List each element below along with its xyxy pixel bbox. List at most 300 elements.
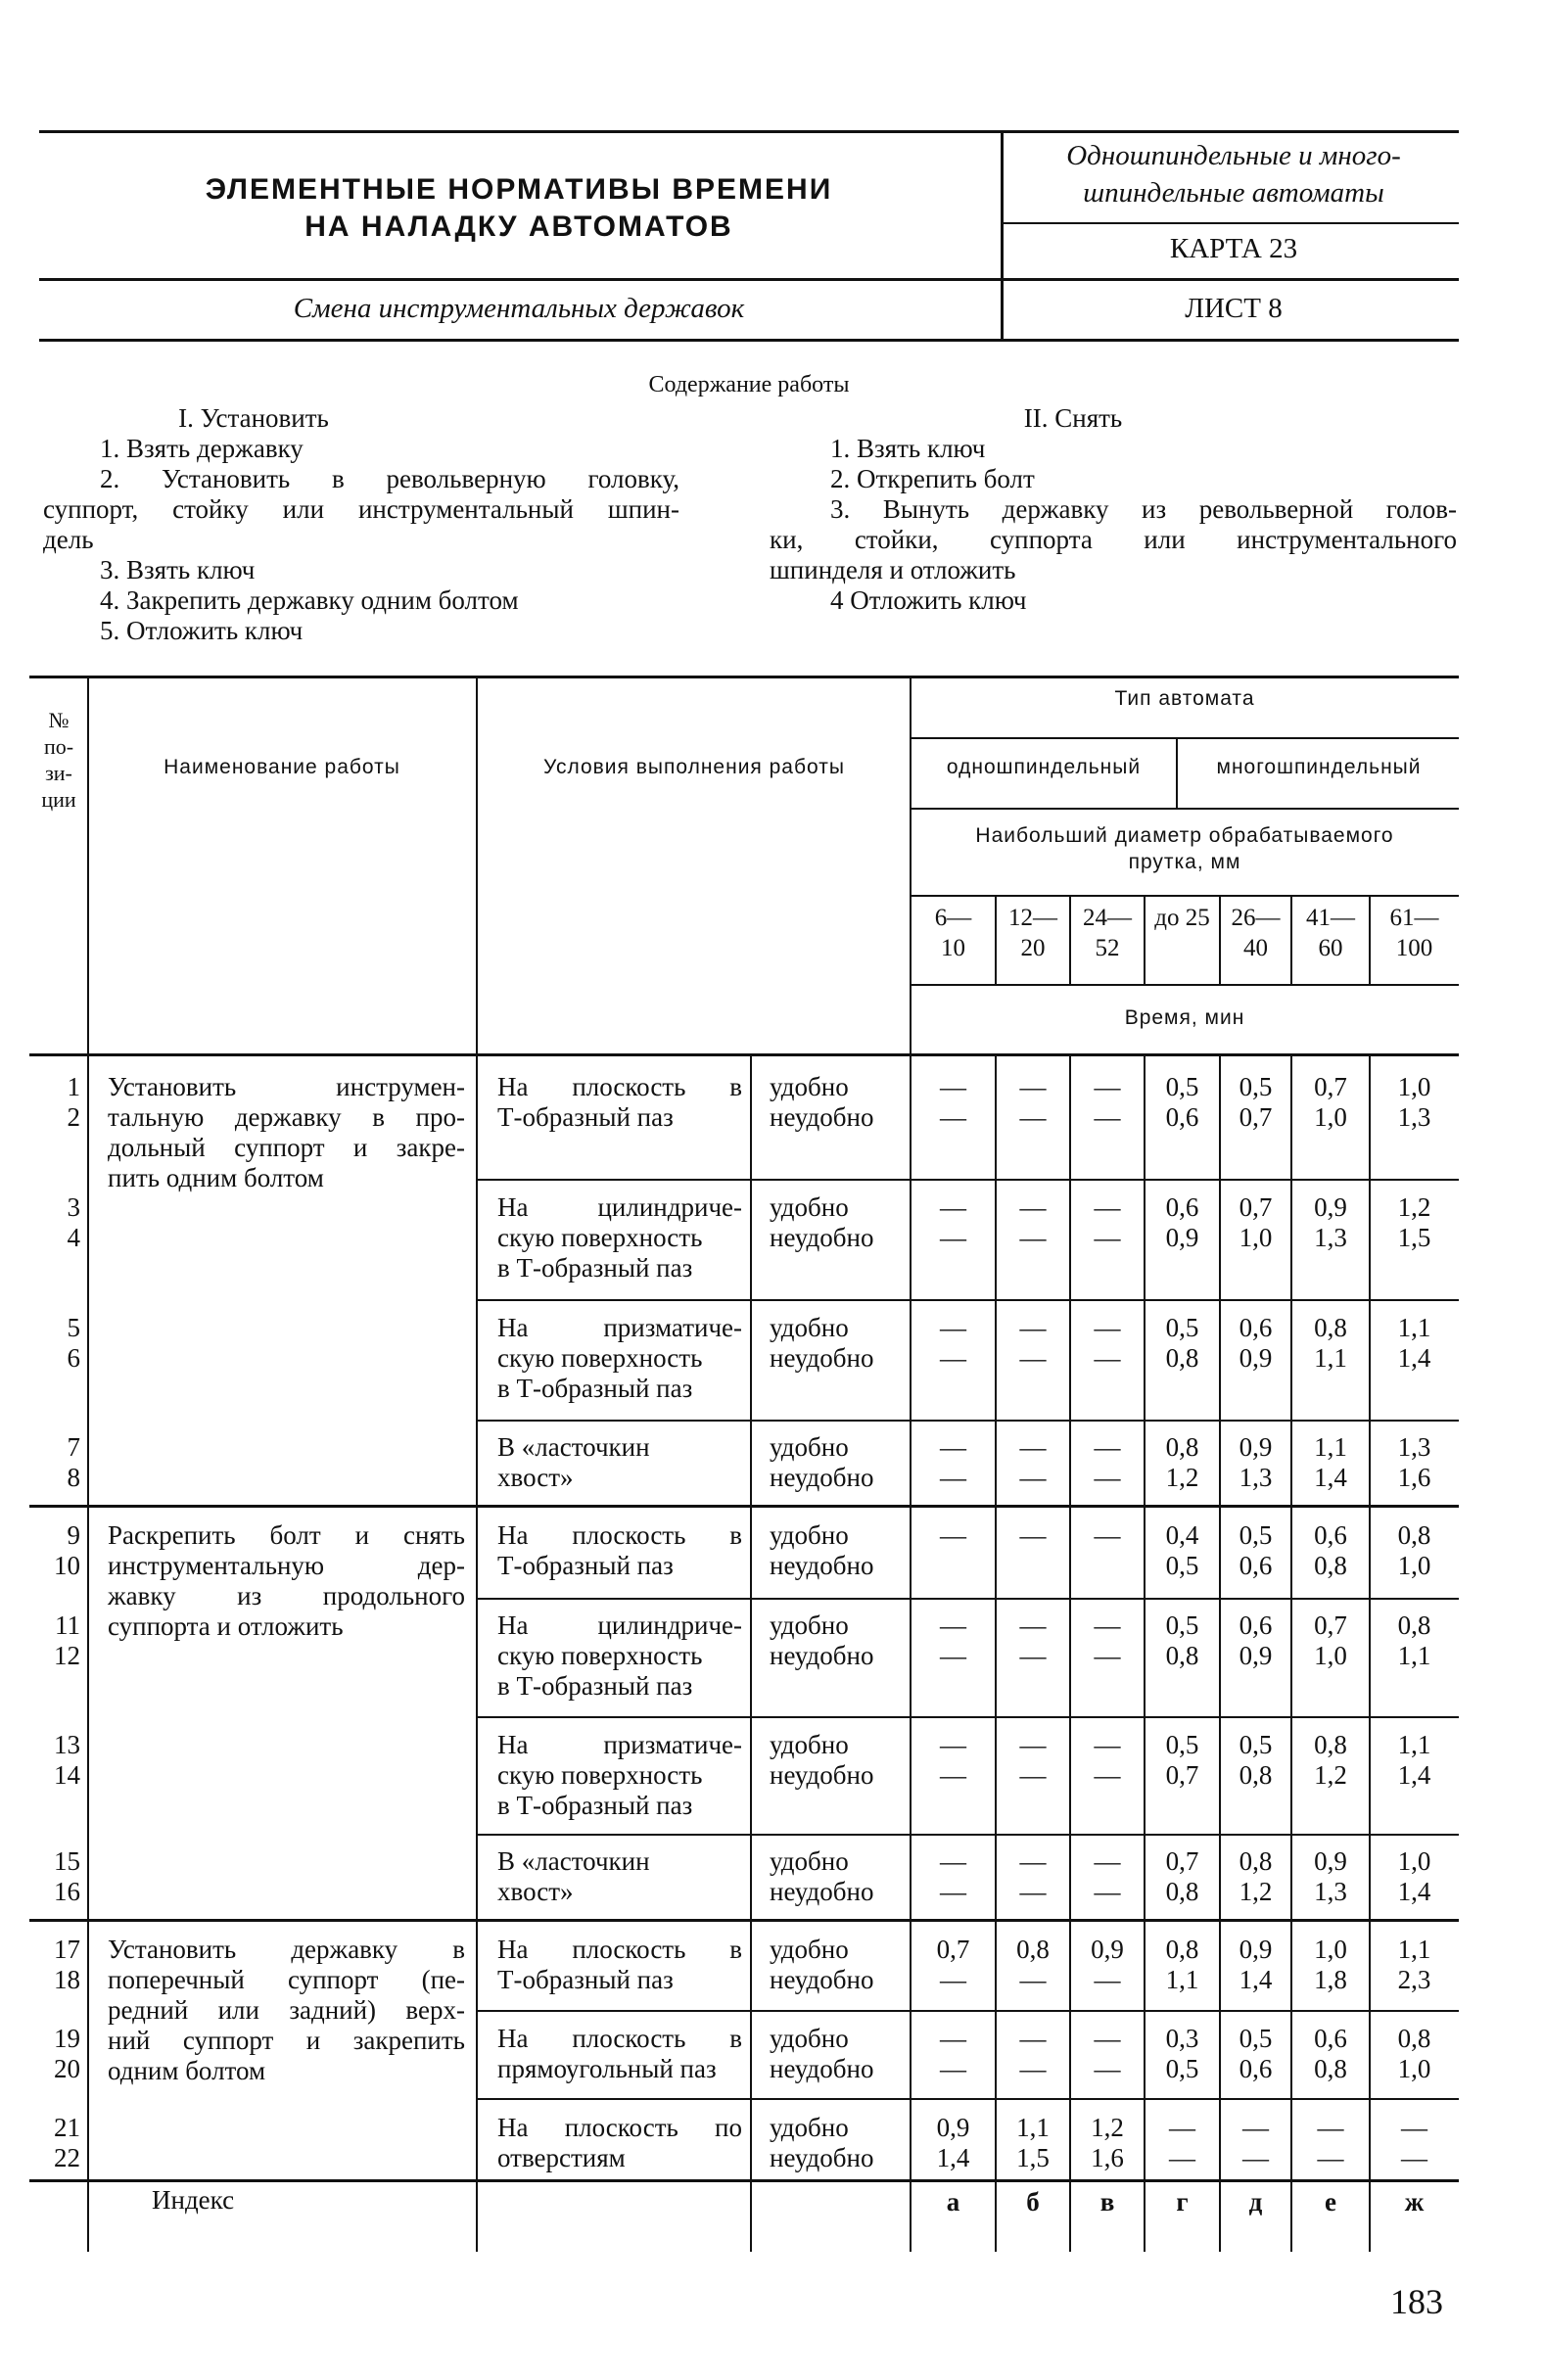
time-value-convenient: 0,8 [1397,1520,1431,1550]
install-step-5: 5. Отложить ключ [100,616,304,645]
position-numbers [29,1192,80,1253]
time-value-convenient: 1,0 [1314,1935,1347,1964]
install-step-2: 2. Установить в револьверную головку, [100,464,679,493]
time-value [911,2024,996,2084]
time-value-inconvenient: — [1019,1641,1047,1670]
time-value-convenient: 0,8 [1165,1935,1199,1964]
rule-diam-under [911,895,1459,897]
time-value-inconvenient: 1,2 [1165,1463,1199,1492]
work-line: Установить инструмен- [108,1072,465,1101]
time-value-inconvenient: 0,8 [1314,2054,1347,2083]
time-value [1070,1072,1145,1133]
condition-line: На плоскость в [497,1520,742,1550]
time-value [996,2024,1070,2084]
time-value-convenient: 0,4 [1165,1520,1199,1550]
time-value-convenient: — [1169,2113,1195,2142]
condition-mode [770,1313,907,1374]
condition-line: На плоскость в [497,2024,742,2053]
work-line: инструментальную дер- [108,1551,465,1580]
install-section [43,403,679,646]
machine-type-header: Тип автомата [1114,687,1255,710]
condition-surface [497,1520,742,1581]
time-value [996,1520,1070,1581]
range-line: 26— [1231,905,1281,931]
time-value-convenient: 1,1 [1397,1313,1431,1342]
mode-convenient: удобно [770,1520,849,1550]
condition-mode [770,2113,907,2173]
time-value-inconvenient: 0,9 [1165,1223,1199,1252]
time-value [911,1313,996,1374]
mode-convenient: удобно [770,1730,849,1759]
diameter-range [911,903,996,963]
time-value [1145,1846,1220,1907]
position-number: 22 [54,2143,80,2172]
position-numbers [29,2024,80,2084]
time-value-inconvenient: — [1094,1965,1121,1994]
remove-heading: II. Снять [1023,403,1123,433]
time-value [1291,2113,1370,2173]
position-number: 14 [54,1760,80,1790]
range-line: 12— [1008,905,1057,931]
time-value [1220,1846,1291,1907]
mode-convenient: удобно [770,2024,849,2053]
condition-line: В «ласточкин [497,1846,650,1876]
time-value-inconvenient: — [1401,2143,1427,2172]
diameter-range [1370,903,1459,963]
time-value-inconvenient: — [1019,1965,1047,1994]
remove-step-2: 2. Открепить болт [830,464,1035,493]
time-value-inconvenient: — [940,1877,966,1906]
time-value-convenient: — [1242,2113,1269,2142]
time-value [1070,1730,1145,1791]
rule-g3-2 [477,2010,1459,2012]
time-value-convenient: 0,9 [1091,1935,1124,1964]
time-value [1291,1072,1370,1133]
time-value-convenient: 0,5 [1165,1730,1199,1759]
mode-inconvenient: неудобно [770,2054,874,2083]
work-install-longitudinal [108,1072,465,1193]
time-value [1370,1192,1459,1253]
rule-g1-4 [477,1420,1459,1422]
time-value [996,1846,1070,1907]
category-line-1: Одношпиндельные и много- [1066,140,1401,171]
col-work-right [476,676,478,2252]
time-value-convenient: 0,6 [1165,1192,1199,1222]
time-value-convenient: 0,9 [1314,1192,1347,1222]
work-line: суппорта и отложить [108,1611,344,1641]
time-value-convenient: 0,5 [1165,1313,1199,1342]
time-value-inconvenient: 1,4 [1239,1965,1273,1994]
condition-line: На призматиче- [497,1313,742,1342]
rule-g2-2 [477,1598,1459,1600]
time-value-convenient: 0,7 [1165,1846,1199,1876]
time-value-inconvenient: 0,8 [1314,1551,1347,1580]
time-value-convenient: — [1019,1520,1047,1550]
position-number: 7 [67,1432,80,1462]
index-letter: г [1176,2187,1189,2217]
time-value-inconvenient: 1,8 [1314,1965,1347,1994]
rule-ranges-under [911,984,1459,986]
time-value-inconvenient: 1,1 [1314,1343,1347,1373]
time-value [1291,1610,1370,1671]
time-value-inconvenient [996,1551,1070,1581]
time-value [911,1520,996,1581]
time-value-inconvenient: — [1094,1641,1121,1670]
time-value [1370,1313,1459,1374]
time-value [1070,1192,1145,1253]
mode-convenient: удобно [770,2113,849,2142]
time-value-inconvenient: — [1094,1223,1121,1252]
time-value-inconvenient: — [1019,1102,1047,1132]
multi-spindle-header: многошпиндельный [1216,756,1422,778]
condition-line: в Т-образный паз [497,1671,693,1701]
pos-header-line: зи- [45,761,72,785]
time-value [1291,1935,1370,1995]
condition-surface [497,1846,742,1907]
page-number: 183 [1390,2282,1443,2321]
time-value [911,1610,996,1671]
time-value-convenient: — [1401,2113,1427,2142]
work-line: жавку из продольного [108,1581,465,1610]
time-value-inconvenient: 0,8 [1239,1760,1273,1790]
condition-mode [770,1520,907,1581]
time-value-inconvenient: 2,3 [1397,1965,1431,1994]
time-value-inconvenient: 1,3 [1314,1223,1347,1252]
rule-g2-3 [477,1716,1459,1718]
rule-g2-4 [477,1834,1459,1836]
rule-g1-3 [477,1299,1459,1301]
time-value-convenient: 0,6 [1239,1313,1273,1342]
time-value-inconvenient: 1,0 [1397,2054,1431,2083]
condition-line: отверстиям [497,2143,626,2172]
time-value-convenient: — [940,1610,966,1640]
install-step-3: 3. Взять ключ [100,555,256,584]
time-value-inconvenient: 0,5 [1165,1551,1199,1580]
header-divider [1001,130,1004,340]
condition-mode [770,1192,907,1253]
condition-surface [497,1730,742,1821]
position-numbers [29,1846,80,1907]
condition-line: На плоскость в [497,1935,742,1964]
time-value-inconvenient: 1,4 [1397,1343,1431,1373]
time-value-convenient: 0,8 [1016,1935,1050,1964]
time-value-convenient: — [1094,1072,1121,1101]
time-value-convenient: 0,9 [1239,1935,1273,1964]
time-value-inconvenient: 1,0 [1314,1641,1347,1670]
content-title: Содержание работы [648,372,850,397]
time-value-inconvenient: — [1019,1463,1047,1492]
time-value-convenient: — [1317,2113,1344,2142]
time-value [1070,1520,1145,1581]
condition-surface [497,2113,742,2173]
remove-step-3-cont: ки, стойки, суппорта или инструментального [770,525,1457,554]
time-value-inconvenient: — [1019,1760,1047,1790]
time-value-convenient: 0,5 [1165,1610,1199,1640]
time-value-convenient: 0,9 [1314,1846,1347,1876]
work-line: Раскрепить болт и снять [108,1520,465,1550]
range-line: 60 [1318,935,1343,961]
time-value [1070,1313,1145,1374]
time-value-convenient: 1,0 [1397,1072,1431,1101]
condition-line: скую поверхность [497,1223,703,1252]
time-value-inconvenient: 0,7 [1165,1760,1199,1790]
time-value [911,1846,996,1907]
mode-convenient: удобно [770,1313,849,1342]
time-value [996,1192,1070,1253]
time-value [911,1935,996,1995]
position-number: 21 [54,2113,80,2142]
position-number: 4 [67,1223,80,1252]
mode-inconvenient: неудобно [770,1463,874,1492]
rule-top [39,130,1459,133]
condition-mode [770,1846,907,1907]
time-value [1070,2113,1145,2173]
time-value [1070,1935,1145,1995]
condition-line: хвост» [497,1463,574,1492]
time-value [911,1730,996,1791]
time-value-convenient: 0,5 [1165,1072,1199,1101]
position-number: 16 [54,1877,80,1906]
time-value [1145,1520,1220,1581]
position-numbers [29,1313,80,1374]
time-value-inconvenient: 1,3 [1314,1877,1347,1906]
time-value [1291,1846,1370,1907]
time-value-convenient: 1,2 [1091,2113,1124,2142]
time-value [1145,2113,1220,2173]
time-value-inconvenient: 0,5 [1165,2054,1199,2083]
mode-inconvenient: неудобно [770,1877,874,1906]
range-line: 41— [1306,905,1355,931]
range-line: 20 [1020,935,1046,961]
work-line: поперечный суппорт (пе- [108,1965,465,1994]
time-value-inconvenient: — [1019,1343,1047,1373]
condition-line: Т-образный паз [497,1102,674,1132]
remove-step-1: 1. Взять ключ [830,434,986,463]
col-cond-right [750,1053,752,2252]
time-value-convenient: 0,6 [1314,2024,1347,2053]
time-value-inconvenient: 1,1 [1165,1965,1199,1994]
work-line: редний или задний) верх- [108,1995,465,2025]
time-value-inconvenient: — [1094,2054,1121,2083]
time-value-inconvenient: 1,0 [1239,1223,1273,1252]
condition-surface [497,1935,742,1995]
time-value-inconvenient: — [1094,1343,1121,1373]
time-value [1220,1610,1291,1671]
position-number: 12 [54,1641,80,1670]
range-line: 52 [1095,935,1120,961]
mode-convenient: удобно [770,1432,849,1462]
pos-header-line: ции [41,787,76,812]
position-numbers [29,1935,80,1995]
time-value-inconvenient: — [1094,1760,1121,1790]
rule-kinds-under [911,808,1459,810]
time-value-inconvenient [911,1551,996,1581]
condition-line: в Т-образный паз [497,1253,693,1283]
time-value [1145,1730,1220,1791]
position-number: 13 [54,1730,80,1759]
time-value-inconvenient: — [940,1760,966,1790]
time-value-inconvenient: 1,2 [1314,1760,1347,1790]
index-letter: а [946,2187,960,2217]
time-value [911,2113,996,2173]
time-value [996,2113,1070,2173]
mode-inconvenient: неудобно [770,1760,874,1790]
work-install-cross [108,1935,465,2086]
pos-header-line: № [48,708,70,732]
time-value [1145,1313,1220,1374]
time-value-convenient: — [940,1432,966,1462]
time-value-convenient: — [1019,1072,1047,1101]
condition-line: На плоскость по [497,2113,742,2142]
condition-line: прямоугольный паз [497,2054,717,2083]
time-value-inconvenient: — [1169,2143,1195,2172]
index-label: Индекс [152,2185,235,2215]
mode-inconvenient: неудобно [770,1102,874,1132]
time-value-convenient: — [940,1520,966,1550]
time-value [1291,1313,1370,1374]
time-value-convenient: — [940,1730,966,1759]
work-line: пить одним болтом [108,1163,324,1192]
time-value [1220,1072,1291,1133]
rule-type-under [911,737,1459,739]
work-remove-longitudinal [108,1520,465,1642]
condition-mode [770,1935,907,1995]
mode-inconvenient: неудобно [770,2143,874,2172]
condition-line: Т-образный паз [497,1965,674,1994]
time-value [996,1730,1070,1791]
position-number: 1 [67,1072,80,1101]
time-value-inconvenient: 1,1 [1397,1641,1431,1670]
time-value [1220,2113,1291,2173]
time-value [1291,1432,1370,1493]
time-value-inconvenient: 1,6 [1091,2143,1124,2172]
time-value-convenient: — [1019,1192,1047,1222]
title-line-2: НА НАЛАДКУ АВТОМАТОВ [304,210,733,243]
index-letter: д [1248,2187,1263,2217]
time-value-convenient: 0,6 [1239,1610,1273,1640]
position-number: 9 [67,1520,80,1550]
time-value [1220,1192,1291,1253]
position-number: 15 [54,1846,80,1876]
rule-block-2 [29,1505,1459,1508]
machine-category [1008,137,1459,211]
condition-line: На цилиндриче- [497,1192,742,1222]
time-value [1220,1432,1291,1493]
time-value-convenient: 0,7 [936,1935,970,1964]
rule-index [29,2179,1459,2182]
time-value [1070,1846,1145,1907]
condition-mode [770,1730,907,1791]
time-value-convenient: — [1094,1610,1121,1640]
single-spindle-header: одношпиндельный [946,756,1142,778]
time-value-convenient: — [940,1313,966,1342]
condition-line: В «ласточкин [497,1432,650,1462]
work-line: тальную державку в про- [108,1102,465,1132]
position-number: 11 [55,1610,80,1640]
diameter-range [1070,903,1145,963]
mode-inconvenient: неудобно [770,1641,874,1670]
time-value-inconvenient: 1,4 [1397,1877,1431,1906]
time-value-convenient: 0,9 [936,2113,970,2142]
time-value-convenient: — [1094,1730,1121,1759]
position-number: 3 [67,1192,80,1222]
time-value-convenient: — [1094,1520,1121,1550]
time-value [1291,2024,1370,2084]
condition-line: хвост» [497,1877,574,1906]
mode-convenient: удобно [770,1846,849,1876]
time-value-inconvenient: — [940,1102,966,1132]
time-value [996,1313,1070,1374]
sheet-number: ЛИСТ 8 [1185,293,1283,324]
diameter-header-line: Наибольший диаметр обрабатываемого [975,824,1394,847]
time-value-convenient: 0,8 [1239,1846,1273,1876]
time-value-inconvenient: — [940,1463,966,1492]
time-value-inconvenient: 1,2 [1239,1877,1273,1906]
time-value [1370,2113,1459,2173]
index-letter: б [1026,2187,1040,2217]
position-number: 8 [67,1463,80,1492]
time-value-convenient: 0,9 [1239,1432,1273,1462]
rule-header-bottom [39,339,1459,342]
rule-header-under [29,1053,1459,1056]
time-value-convenient: 1,1 [1397,1730,1431,1759]
time-value-convenient: 0,7 [1239,1192,1273,1222]
time-value-convenient: — [1094,1432,1121,1462]
table-top-rule [29,676,1459,678]
time-value-convenient: 0,8 [1165,1432,1199,1462]
time-value-inconvenient: 0,9 [1239,1343,1273,1373]
time-value-inconvenient: — [940,2054,966,2083]
time-value-convenient: 0,5 [1239,1520,1273,1550]
condition-surface [497,1432,742,1493]
time-value-convenient: 0,3 [1165,2024,1199,2053]
time-value-inconvenient: 0,9 [1239,1641,1273,1670]
position-numbers [29,1520,80,1581]
time-value [1220,1935,1291,1995]
condition-surface [497,1192,742,1283]
time-value-inconvenient: 1,0 [1397,1551,1431,1580]
time-value-convenient: 0,8 [1314,1313,1347,1342]
time-value [996,1072,1070,1133]
time-value-convenient: — [940,1192,966,1222]
time-value [1370,1935,1459,1995]
pos-header-line: по- [43,734,74,759]
time-value-convenient: 1,1 [1016,2113,1050,2142]
position-number: 2 [67,1102,80,1132]
position-number: 17 [54,1935,80,1964]
time-value-inconvenient: — [1317,2143,1344,2172]
time-value [911,1192,996,1253]
time-value-inconvenient: 1,4 [1397,1760,1431,1790]
diameter-range [996,903,1070,963]
col-kinds-split [1176,737,1178,808]
time-value [1145,1432,1220,1493]
time-value-convenient: — [940,2024,966,2053]
time-value [1220,1730,1291,1791]
time-value [1370,2024,1459,2084]
time-value-convenient: — [1094,1192,1121,1222]
condition-surface [497,1313,742,1404]
time-value-inconvenient: 1,3 [1397,1102,1431,1132]
time-value [1291,1520,1370,1581]
position-number: 6 [67,1343,80,1373]
time-value-inconvenient: 1,5 [1397,1223,1431,1252]
time-value-inconvenient: 1,3 [1239,1463,1273,1492]
time-value-convenient: — [1019,1610,1047,1640]
diameter-range [1220,903,1291,963]
time-value-inconvenient: 0,8 [1165,1877,1199,1906]
position-numbers [29,1072,80,1133]
